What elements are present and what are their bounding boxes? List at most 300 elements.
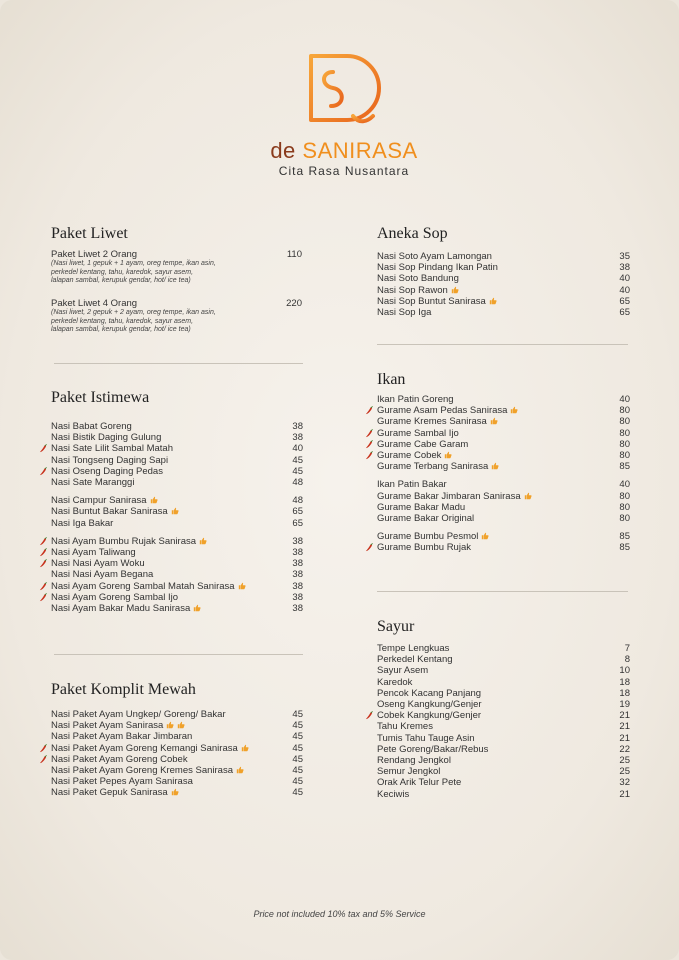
item-price: 38 bbox=[292, 580, 303, 592]
menu-item bbox=[377, 439, 630, 450]
item-name bbox=[377, 251, 492, 262]
menu-item bbox=[51, 495, 303, 506]
item-price: 80 bbox=[619, 416, 630, 428]
menu-item bbox=[51, 466, 303, 477]
item-price: 45 bbox=[292, 787, 303, 799]
item-price: 220 bbox=[286, 297, 302, 309]
item-name-text: Nasi Iga Bakar bbox=[51, 517, 114, 529]
menu-item bbox=[51, 536, 303, 547]
item-name-text: Nasi Paket Gepuk Sanirasa bbox=[51, 787, 168, 799]
item-price: 65 bbox=[292, 506, 303, 518]
item-name bbox=[377, 273, 459, 284]
menu-item bbox=[377, 721, 630, 732]
menu-item bbox=[377, 461, 630, 472]
item-name bbox=[377, 502, 465, 513]
desc-line: perkedel kentang, tahu, karedok, sayur asem, bbox=[51, 317, 194, 325]
item-name bbox=[377, 479, 447, 490]
item-price: 35 bbox=[619, 251, 630, 262]
item-name bbox=[51, 455, 168, 466]
item-name-text: Nasi Paket Ayam Goreng Kemangi Sanirasa bbox=[51, 742, 238, 754]
item-name bbox=[377, 450, 452, 461]
item-name-text: Nasi Nasi Ayam Begana bbox=[51, 569, 154, 581]
item-price: 45 bbox=[292, 454, 303, 466]
thumbs-up-icon bbox=[444, 451, 452, 459]
menu-item bbox=[51, 592, 303, 603]
item-name-text: Nasi Sop Rawon bbox=[377, 284, 448, 296]
item-price: 110 bbox=[286, 249, 302, 260]
item-name-text: Nasi Oseng Daging Pedas bbox=[51, 465, 163, 477]
group-gap bbox=[51, 488, 303, 495]
item-price: 45 bbox=[292, 731, 303, 743]
section-title: Paket Liwet bbox=[51, 225, 128, 242]
thumbs-up-icon bbox=[451, 286, 459, 294]
chili-icon bbox=[39, 744, 48, 753]
chili-icon bbox=[39, 582, 48, 591]
item-name bbox=[51, 495, 158, 506]
item-price: 48 bbox=[292, 477, 303, 489]
liwet-item bbox=[51, 249, 302, 286]
item-name bbox=[377, 699, 482, 710]
menu-item bbox=[51, 709, 303, 720]
item-name bbox=[377, 643, 449, 654]
item-price: 80 bbox=[619, 513, 630, 525]
section-title: Sayur bbox=[377, 618, 415, 635]
brand-name bbox=[264, 138, 424, 164]
item-name bbox=[377, 654, 453, 665]
item-price: 10 bbox=[619, 665, 630, 677]
menu-item bbox=[51, 249, 302, 260]
item-name bbox=[377, 439, 468, 450]
item-name-text: Karedok bbox=[377, 676, 413, 688]
item-name bbox=[377, 285, 459, 296]
menu-item bbox=[377, 479, 630, 490]
item-name bbox=[377, 513, 474, 524]
thumbs-up-icon bbox=[524, 492, 532, 500]
divider bbox=[54, 363, 303, 364]
item-list bbox=[377, 251, 630, 318]
menu-item bbox=[51, 506, 303, 517]
item-description bbox=[51, 260, 302, 286]
item-name bbox=[51, 569, 153, 580]
menu-item bbox=[51, 731, 303, 742]
item-name bbox=[51, 518, 113, 529]
item-name bbox=[377, 777, 461, 788]
menu-item bbox=[377, 789, 630, 800]
menu-item bbox=[377, 766, 630, 777]
desc-line: perkedel kentang, tahu, karedok, sayur asem, bbox=[51, 268, 194, 276]
item-name bbox=[51, 720, 185, 731]
item-name-text: Nasi Ayam Taliwang bbox=[51, 547, 136, 559]
menu-item bbox=[377, 677, 630, 688]
chili-icon bbox=[365, 711, 374, 720]
desc-line: lalapan sambal, kerupuk gendar, hot/ ice tea) bbox=[51, 326, 191, 334]
menu-item bbox=[377, 654, 630, 665]
menu-item bbox=[377, 531, 630, 542]
desc-line: (Nasi liwet, 2 gepuk + 2 ayam, oreg tempe, ikan asin, bbox=[51, 309, 216, 317]
liwet-item bbox=[51, 298, 302, 335]
menu-item bbox=[51, 455, 303, 466]
item-price: 38 bbox=[292, 558, 303, 570]
item-name-text: Nasi Paket Pepes Ayam Sanirasa bbox=[51, 776, 193, 788]
menu-item bbox=[377, 296, 630, 307]
chili-icon bbox=[39, 548, 48, 557]
brand-tagline: Cita Rasa Nusantara bbox=[278, 164, 410, 178]
item-name-text: Nasi Sate Maranggi bbox=[51, 477, 135, 489]
item-name bbox=[377, 744, 488, 755]
item-list bbox=[377, 643, 630, 800]
item-price: 48 bbox=[292, 495, 303, 507]
item-name-text: Nasi Ayam Goreng Sambal Matah Sanirasa bbox=[51, 580, 235, 592]
item-name-text: Gurame Bakar Jimbaran Sanirasa bbox=[377, 490, 521, 502]
item-name-text: Gurame Cobek bbox=[377, 450, 442, 462]
menu-item bbox=[377, 710, 630, 721]
chili-icon bbox=[39, 593, 48, 602]
item-price: 22 bbox=[619, 743, 630, 755]
item-name bbox=[377, 491, 532, 502]
thumbs-up-icon bbox=[193, 604, 201, 612]
thumbs-up-icon bbox=[199, 537, 207, 545]
item-name-text: Nasi Paket Ayam Goreng Cobek bbox=[51, 753, 188, 765]
menu-item bbox=[377, 262, 630, 273]
item-price: 85 bbox=[619, 542, 630, 554]
thumbs-up-icon bbox=[150, 496, 158, 504]
menu-item bbox=[377, 428, 630, 439]
menu-item bbox=[51, 298, 302, 309]
item-name bbox=[51, 477, 134, 488]
item-name-text: Cobek Kangkung/Genjer bbox=[377, 710, 482, 722]
item-price: 65 bbox=[292, 517, 303, 529]
item-name-text: Ikan Patin Bakar bbox=[377, 479, 447, 491]
item-name bbox=[377, 428, 459, 439]
item-name-text: Gurame Sambal Ijo bbox=[377, 427, 459, 439]
item-price: 45 bbox=[292, 776, 303, 788]
item-price: 7 bbox=[624, 643, 630, 654]
item-name bbox=[51, 536, 207, 547]
menu-item bbox=[377, 273, 630, 284]
item-price: 40 bbox=[292, 443, 303, 455]
item-price: 45 bbox=[292, 753, 303, 765]
item-price: 85 bbox=[619, 531, 630, 543]
item-price: 45 bbox=[292, 465, 303, 477]
desc-line: lalapan sambal, kerupuk gendar, hot/ ice tea) bbox=[51, 277, 191, 285]
menu-item bbox=[377, 643, 630, 654]
item-name-text: Nasi Soto Bandung bbox=[377, 273, 459, 285]
item-name-text: Gurame Asam Pedas Sanirasa bbox=[377, 405, 508, 417]
chili-icon bbox=[39, 537, 48, 546]
item-name bbox=[377, 394, 454, 405]
menu-item bbox=[377, 513, 630, 524]
item-price: 38 bbox=[292, 535, 303, 547]
item-name-text: Ikan Patin Goreng bbox=[377, 394, 454, 405]
item-name bbox=[377, 755, 451, 766]
item-price: 32 bbox=[619, 777, 630, 789]
item-price: 45 bbox=[292, 720, 303, 732]
item-name-text: Nasi Ayam Goreng Sambal Ijo bbox=[51, 591, 179, 603]
section-paket-liwet bbox=[51, 225, 302, 335]
menu-item bbox=[377, 502, 630, 513]
item-name bbox=[51, 754, 188, 765]
menu-item bbox=[51, 743, 303, 754]
item-name-text: Pete Goreng/Bakar/Rebus bbox=[377, 743, 489, 755]
menu-item bbox=[377, 450, 630, 461]
item-name-text: Nasi Nasi Ayam Woku bbox=[51, 558, 145, 570]
menu-item bbox=[51, 603, 303, 614]
menu-item bbox=[377, 416, 630, 427]
item-name bbox=[377, 766, 440, 777]
chili-icon bbox=[365, 429, 374, 438]
menu-item bbox=[51, 477, 303, 488]
item-name-text: Nasi Sop Buntut Sanirasa bbox=[377, 295, 486, 307]
footer-note: Price not included 10% tax and 5% Service bbox=[253, 909, 426, 919]
section-paket-istimewa bbox=[51, 389, 303, 614]
chili-icon bbox=[39, 559, 48, 568]
item-price: 38 bbox=[619, 262, 630, 274]
thumbs-up-icon bbox=[489, 297, 497, 305]
brand-sanirasa: SANIRASA bbox=[302, 138, 418, 163]
chili-icon bbox=[365, 451, 374, 460]
item-price: 21 bbox=[619, 710, 630, 722]
item-name bbox=[51, 765, 244, 776]
chili-icon bbox=[365, 406, 374, 415]
section-aneka-sop bbox=[377, 225, 630, 318]
menu-item bbox=[51, 443, 303, 454]
item-name bbox=[51, 709, 226, 720]
item-name-text: Nasi Babat Goreng bbox=[51, 421, 132, 432]
menu-item bbox=[51, 765, 303, 776]
menu-item bbox=[377, 491, 630, 502]
item-price: 65 bbox=[619, 295, 630, 307]
section-paket-komplit-mewah bbox=[51, 681, 303, 799]
item-name bbox=[51, 592, 178, 603]
item-name bbox=[377, 677, 412, 688]
item-price: 21 bbox=[619, 721, 630, 733]
item-name-text: Nasi Ayam Bakar Madu Sanirasa bbox=[51, 603, 191, 615]
item-name-text: Perkedel Kentang bbox=[377, 654, 453, 666]
menu-item bbox=[51, 581, 303, 592]
item-name-text: Gurame Bumbu Rujak bbox=[377, 542, 471, 554]
desc-line: (Nasi liwet, 1 gepuk + 1 ayam, oreg tempe, ikan asin, bbox=[51, 260, 216, 268]
item-name bbox=[51, 731, 192, 742]
group-gap bbox=[377, 472, 630, 479]
item-name-text: Nasi Bistik Daging Gulung bbox=[51, 432, 162, 444]
thumbs-up-icon bbox=[510, 406, 518, 414]
item-name-text: Pencok Kacang Panjang bbox=[377, 687, 482, 699]
item-name-text: Nasi Sop Pindang Ikan Patin bbox=[377, 262, 498, 274]
item-name-text: Gurame Terbang Sanirasa bbox=[377, 461, 489, 473]
item-price: 80 bbox=[619, 490, 630, 502]
item-name-text: Gurame Bakar Madu bbox=[377, 501, 466, 513]
chili-icon bbox=[39, 755, 48, 764]
group-gap bbox=[377, 524, 630, 531]
menu-item bbox=[51, 558, 303, 569]
menu-item bbox=[377, 688, 630, 699]
menu-item bbox=[377, 699, 630, 710]
item-name-text: Nasi Paket Ayam Sanirasa bbox=[51, 720, 164, 732]
item-name bbox=[377, 542, 471, 553]
section-title: Paket Komplit Mewah bbox=[51, 681, 196, 698]
item-price: 80 bbox=[619, 427, 630, 439]
section-title: Ikan bbox=[377, 371, 406, 388]
item-price: 25 bbox=[619, 755, 630, 767]
item-name bbox=[377, 461, 499, 472]
menu-item bbox=[377, 665, 630, 676]
section-sayur bbox=[377, 618, 630, 800]
menu-item bbox=[377, 777, 630, 788]
item-name bbox=[377, 307, 431, 318]
item-price: 38 bbox=[292, 603, 303, 615]
item-name-text: Nasi Tongseng Daging Sapi bbox=[51, 454, 169, 466]
menu-item bbox=[377, 394, 630, 405]
item-price: 8 bbox=[624, 654, 630, 666]
item-name-text: Nasi Buntut Bakar Sanirasa bbox=[51, 506, 168, 518]
thumbs-up-icon bbox=[177, 721, 185, 729]
item-name bbox=[51, 603, 201, 614]
item-name: Paket Liwet 4 Orang bbox=[51, 297, 138, 309]
item-name bbox=[377, 721, 433, 732]
item-name bbox=[377, 531, 489, 542]
thumbs-up-icon bbox=[481, 532, 489, 540]
item-price: 80 bbox=[619, 450, 630, 462]
item-price: 65 bbox=[619, 307, 630, 319]
item-name bbox=[377, 710, 481, 721]
brand-logo-mark bbox=[303, 50, 383, 132]
item-price: 45 bbox=[292, 765, 303, 777]
menu-item bbox=[51, 776, 303, 787]
item-name-text: Gurame Kremes Sanirasa bbox=[377, 416, 487, 428]
menu-item bbox=[51, 569, 303, 580]
item-price: 40 bbox=[619, 284, 630, 296]
item-name-text: Tumis Tahu Tauge Asin bbox=[377, 732, 475, 744]
item-name-text: Tempe Lengkuas bbox=[377, 643, 450, 654]
item-price: 85 bbox=[619, 461, 630, 473]
item-name-text: Oseng Kangkung/Genjer bbox=[377, 699, 482, 711]
divider bbox=[377, 344, 628, 345]
item-name-text: Nasi Paket Ayam Ungkep/ Goreng/ Bakar bbox=[51, 709, 226, 720]
item-price: 45 bbox=[292, 709, 303, 720]
menu-item bbox=[377, 405, 630, 416]
item-price: 40 bbox=[619, 394, 630, 405]
item-name bbox=[51, 558, 145, 569]
item-name bbox=[51, 506, 179, 517]
thumbs-up-icon bbox=[166, 721, 174, 729]
thumbs-up-icon bbox=[238, 582, 246, 590]
menu-item bbox=[377, 744, 630, 755]
menu-item bbox=[51, 787, 303, 798]
item-name-text: Semur Jengkol bbox=[377, 766, 441, 778]
menu-item bbox=[51, 547, 303, 558]
brand-de: de bbox=[270, 138, 296, 163]
item-name bbox=[51, 787, 179, 798]
item-description bbox=[51, 309, 302, 335]
item-price: 38 bbox=[292, 569, 303, 581]
item-name-text: Gurame Cabe Garam bbox=[377, 438, 469, 450]
item-name-text: Nasi Soto Ayam Lamongan bbox=[377, 251, 492, 262]
item-list bbox=[377, 394, 630, 554]
divider bbox=[377, 591, 628, 592]
item-name-text: Rendang Jengkol bbox=[377, 755, 451, 767]
item-name-text: Nasi Paket Ayam Bakar Jimbaran bbox=[51, 731, 193, 743]
menu-item bbox=[51, 754, 303, 765]
thumbs-up-icon bbox=[241, 744, 249, 752]
item-price: 38 bbox=[292, 421, 303, 432]
menu-item bbox=[51, 720, 303, 731]
item-name-text: Nasi Sop Iga bbox=[377, 307, 432, 319]
item-name bbox=[51, 443, 173, 454]
thumbs-up-icon bbox=[490, 417, 498, 425]
item-name bbox=[377, 296, 497, 307]
chili-icon bbox=[39, 467, 48, 476]
item-price: 38 bbox=[292, 547, 303, 559]
group-gap bbox=[51, 529, 303, 536]
item-price: 80 bbox=[619, 438, 630, 450]
section-ikan bbox=[377, 371, 630, 554]
thumbs-up-icon bbox=[171, 788, 179, 796]
menu-item bbox=[377, 542, 630, 553]
item-name bbox=[51, 581, 246, 592]
menu-item bbox=[377, 733, 630, 744]
item-name-text: Gurame Bakar Original bbox=[377, 513, 475, 525]
item-name-text: Orak Arik Telur Pete bbox=[377, 777, 462, 789]
item-name bbox=[51, 421, 132, 432]
item-price: 45 bbox=[292, 742, 303, 754]
item-price: 38 bbox=[292, 432, 303, 444]
chili-icon bbox=[365, 440, 374, 449]
item-price: 38 bbox=[292, 591, 303, 603]
thumbs-up-icon bbox=[236, 766, 244, 774]
item-name bbox=[377, 789, 409, 800]
item-price: 40 bbox=[619, 273, 630, 285]
item-name-text: Nasi Campur Sanirasa bbox=[51, 495, 147, 507]
item-price: 80 bbox=[619, 501, 630, 513]
item-price: 18 bbox=[619, 687, 630, 699]
item-name-text: Nasi Ayam Bumbu Rujak Sanirasa bbox=[51, 535, 197, 547]
item-name bbox=[51, 432, 161, 443]
item-name bbox=[51, 776, 193, 787]
menu-item bbox=[51, 518, 303, 529]
menu-item bbox=[377, 251, 630, 262]
item-name bbox=[377, 262, 498, 273]
menu-item bbox=[51, 421, 303, 432]
thumbs-up-icon bbox=[171, 507, 179, 515]
item-name bbox=[377, 405, 518, 416]
item-name-text: Nasi Paket Ayam Goreng Kremes Sanirasa bbox=[51, 765, 233, 777]
item-name-text: Tahu Kremes bbox=[377, 721, 433, 733]
menu-item bbox=[51, 432, 303, 443]
menu-item bbox=[377, 285, 630, 296]
item-price: 18 bbox=[619, 676, 630, 688]
item-name bbox=[377, 688, 481, 699]
chili-icon bbox=[365, 543, 374, 552]
item-name bbox=[377, 665, 428, 676]
brand-logo bbox=[268, 50, 418, 132]
item-name-text: Sayur Asem bbox=[377, 665, 429, 677]
item-name bbox=[51, 743, 249, 754]
menu-item bbox=[377, 755, 630, 766]
section-title: Aneka Sop bbox=[377, 225, 448, 242]
menu-item bbox=[377, 307, 630, 318]
item-name-text: Nasi Sate Lilit Sambal Matah bbox=[51, 443, 173, 455]
item-name-text: Keciwis bbox=[377, 788, 410, 800]
item-name bbox=[51, 547, 136, 558]
item-price: 25 bbox=[619, 766, 630, 778]
item-name bbox=[377, 416, 498, 427]
section-title: Paket Istimewa bbox=[51, 389, 150, 406]
item-name bbox=[51, 466, 163, 477]
divider bbox=[54, 654, 303, 655]
item-name bbox=[377, 733, 475, 744]
item-price: 21 bbox=[619, 732, 630, 744]
item-name: Paket Liwet 2 Orang bbox=[51, 249, 138, 260]
